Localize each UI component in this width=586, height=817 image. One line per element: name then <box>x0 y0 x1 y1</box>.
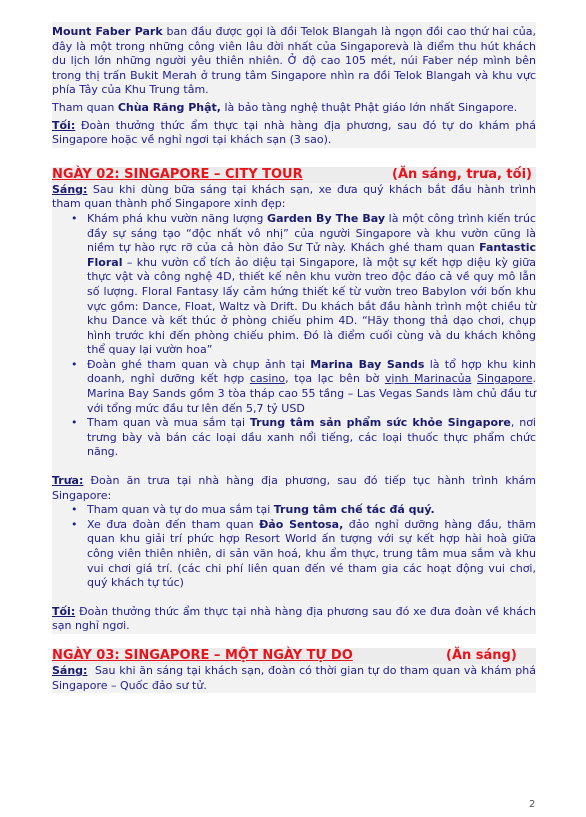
day3-meals: (Ăn sáng) <box>446 647 517 663</box>
bullet-icon: • <box>71 517 78 531</box>
item-text: Đoàn ghé tham quan và chụp ảnh tại <box>87 357 311 371</box>
casino-link[interactable]: casino <box>249 372 286 386</box>
spacer <box>52 148 536 167</box>
day2-evening-text: Đoàn thưởng thức ẩm thực tại nhà hàng địa phương sau đó xe đưa đoàn về khách sạn nghỉ ngơi. <box>52 604 536 633</box>
bullet-icon: • <box>71 357 78 371</box>
day2-block <box>52 183 536 634</box>
day2-morning-label: Sáng: <box>52 182 88 196</box>
mount-faber-text: ban đầu được gọi là đồi Telok Blangah là ngọn đồi cao thứ hai của, đây là một trong những công viên lâu đời nhất của Singaporevà là điểm thu hút khách du lịch lớn những người yêu thiên nhiên. Ở độ cao 105 mét, núi Faber nép mình bên trong thị trấn Bukit Merah ở trung tâm Singapore nhìn ra đồi Telok Blangah và khu vực phía Tây của Khu Trung tâm. <box>52 25 536 97</box>
singapore-link[interactable]: Singapore <box>477 372 533 386</box>
spacer <box>52 591 536 605</box>
bullet-icon: • <box>71 416 78 430</box>
day2-evening-label: Tối: <box>52 604 76 618</box>
day3-block <box>52 663 540 693</box>
health-center-term: Trung tâm sản phẩm sức khỏe Singapore <box>249 416 511 430</box>
item-text: , tọa lạc bên bờ <box>285 372 385 386</box>
buddha-tooth-text-2: là bảo tàng nghệ thuật Phật giáo lớn nhất Singapore. <box>220 100 518 114</box>
marina-bay-sands-term: Marina Bay Sands <box>310 357 425 371</box>
gem-center-term: Trung tâm chế tác đá quý. <box>273 503 435 517</box>
item-text: , nơi trưng bày và bán các loại dầu xanh nổi tiếng, các loại thuốc thực phẩm chức năng. <box>87 416 536 459</box>
buddha-tooth-text-1: Tham quan <box>52 100 118 114</box>
day2-noon-label: Trưa: <box>52 474 84 488</box>
bullet-icon: • <box>71 503 78 517</box>
day2-morning-text: Sau khi dùng bữa sáng tại khách sạn, xe đưa quý khách bắt đầu hành trình tham quan thành phố Singapore xinh đẹp: <box>52 182 536 211</box>
day2-title: NGÀY 02: SINGAPORE – CITY TOUR <box>52 166 303 182</box>
buddha-tooth-term: Chùa Răng Phật, <box>117 100 221 114</box>
spacer <box>52 460 536 474</box>
list-item <box>71 416 536 460</box>
day3-morning-paragraph <box>52 663 540 693</box>
page-number: 2 <box>529 799 536 810</box>
item-text: là tổ hợp khu kinh doanh, nghỉ dưỡng kết hợp <box>87 357 536 386</box>
item-text: Xe đưa đoàn đến tham quan <box>87 517 260 531</box>
intro-block <box>52 22 536 148</box>
buddha-tooth-paragraph <box>52 101 536 116</box>
intro-evening-paragraph <box>52 119 536 148</box>
item-text: – khu vườn cổ tích ảo diệu tại Singapore, là một sự kết hợp diệu kỳ giữa thực vật và công nghệ 4D, thiết kế nên khu vườn treo độc đáo cả về quy mô lẫn số lượng. Floral Fantasy lấy cảm hứng thiết kế từ vườn treo Babylon với bốn khu vực gồm: Dance, Float, Waltz và Drift. Du khách bắt đầu hành trình một chiều từ khu Dance và kết thúc ở phòng chiếu phim 4D. “Hãy thong thả dạo chơi, chụp hình trước khi đến phòng chiếu phim. Đó là điểm cuối cùng và du khách không thể quay lại vườn hoa” <box>87 255 536 357</box>
day2-noon-list <box>52 503 536 591</box>
garden-by-the-bay-term: Garden By The Bay <box>267 211 385 225</box>
intro-evening-label: Tối: <box>52 118 76 132</box>
document-page <box>52 22 540 693</box>
item-text: . Marina Bay Sands gồm 3 tòa tháp cao 55 tầng – Las Vegas Sands làm chủ đầu tư với tổng mức đầu tư lên đến 5,7 tỷ USD <box>87 372 536 415</box>
bullet-icon: • <box>71 211 78 225</box>
intro-evening-text: Đoàn thưởng thức ẩm thực tại nhà hàng địa phương, sau đó tự do khám phá Singapore hoặc về nghỉ ngơi tại khách sạn (3 sao). <box>52 118 536 147</box>
day3-title: NGÀY 03: SINGAPORE – MỘT NGÀY TỰ DO <box>52 647 353 663</box>
item-text: là một công trình kiến trúc đầy sự sáng tạo “độc nhất vô nhị” của người Singapore và khu vườn cũng là niềm tự hào rực rỡ của cả hòn đảo Sư Tử này. Khách ghé tham quan <box>87 211 536 255</box>
sentosa-term: Đảo Sentosa, <box>259 517 344 531</box>
day2-heading <box>52 167 536 183</box>
item-text: đảo nghỉ dưỡng hàng đầu, thăm quan khu giải trí phức hợp Resort World ấn tượng với sự kết hợp hài hoà giữa công viên thiên nhiên, di sản văn hoá, khu ẩm thực, trung tâm mua sắm và khu vui chơi giá trí. (các chi phí liên quan đến vé tham gia các hoạt động vui chơi, quý khách tự túc) <box>87 517 536 590</box>
day2-morning-paragraph <box>52 183 536 212</box>
day3-morning-label: Sáng: <box>52 663 88 677</box>
day2-evening-paragraph <box>52 605 536 634</box>
day2-noon-paragraph <box>52 474 536 503</box>
item-text: Khám phá khu vườn năng lượng <box>87 211 268 225</box>
day2-noon-text: Đoàn ăn trưa tại nhà hàng địa phương, sau đó tiếp tục hành trình khám Singapore: <box>52 474 536 502</box>
marina-bay-link[interactable]: vịnh Marinacủa <box>384 372 472 386</box>
day3-heading <box>52 648 536 664</box>
list-item <box>71 211 536 358</box>
day2-meals: (Ăn sáng, trưa, tối) <box>392 166 532 182</box>
list-item <box>71 357 536 416</box>
item-text: Tham quan và tự do mua sắm tại <box>87 503 274 517</box>
item-text: Tham quan và mua sắm tại <box>87 416 250 430</box>
day2-morning-list <box>52 212 536 460</box>
mount-faber-term: Mount Faber Park <box>52 25 163 38</box>
day3-morning-text: Sau khi ăn sáng tại khách sạn, đoàn có thời gian tự do tham quan và khám phá Singapore – Quốc đảo sư tử. <box>52 663 540 692</box>
mount-faber-paragraph <box>52 25 536 98</box>
fantastic-floral-term: Fantastic Floral <box>87 241 536 269</box>
spacer <box>52 634 536 648</box>
list-item <box>71 503 536 518</box>
list-item <box>71 517 536 591</box>
